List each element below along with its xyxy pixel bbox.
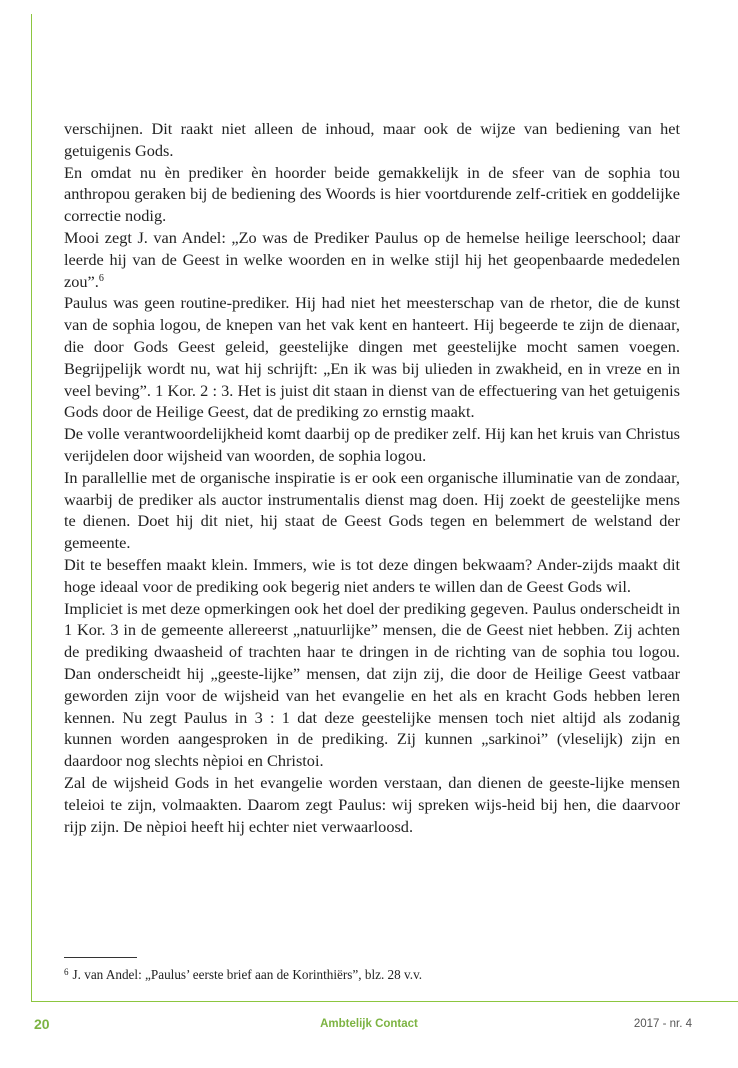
paragraph-1: verschijnen. Dit raakt niet alleen de inhoud, maar ook de wijze van bediening van het getuigenis Gods. xyxy=(64,119,680,160)
paragraph-4: Paulus was geen routine-prediker. Hij had niet het meesterschap van de rhetor, die de kunst van de sophia logou, de knepen van het vak kent en hanteert. Hij begeerde te zijn de dienaar, die door Gods Geest geleid, geestelijke dingen met geestelijke mocht samen voegen. Begrijpelijk wordt nu, wat hij schrijft: „En ik was bij ulieden in zwakheid, en in vreze en in veel beving”. 1 Kor. 2 : 3. Het is juist dit staan in dienst van de effectuering van het getuigenis Gods door de Heilige Geest, dat de prediking zo ernstig maakt. xyxy=(64,293,680,422)
page-number: 20 xyxy=(34,1016,50,1032)
paragraph-5: De volle verantwoordelijkheid komt daarbij op de prediker zelf. Hij kan het kruis van Christus verijdelen door wijsheid van woorden, de sophia logou. xyxy=(64,424,680,465)
article-body xyxy=(64,118,680,837)
paragraph-6: In parallellie met de organische inspiratie is er ook een organische illuminatie van de zondaar, waarbij de prediker als auctor instrumentalis dienst mag doen. Hij zoekt de geestelijke mens te dienen. Doet hij dit niet, hij staat de Geest Gods tegen en belemmert de welstand der gemeente. xyxy=(64,467,680,553)
paragraph-9: Zal de wijsheid Gods in het evangelie worden verstaan, dan dienen de geeste-lijke mensen teleioi te zijn, volmaakten. Daarom zegt Paulus: wij spreken wijs-heid bij hen, die daarvoor rijp zijn. De nèpioi heeft hij echter niet verwaarloosd. xyxy=(64,772,680,836)
green-footer-line xyxy=(31,1001,738,1002)
footnote-reference: 6 xyxy=(98,272,104,284)
footnote xyxy=(64,966,680,984)
magazine-title: Ambtelijk Contact xyxy=(320,1018,418,1030)
paragraph-2: En omdat nu èn prediker èn hoorder beide gemakkelijk in de sfeer van de sophia tou anthropou geraken bij de bediening des Woords is hier voortdurende zelf-critiek en goddelijke correctie nodig. xyxy=(64,162,680,226)
green-margin-line xyxy=(31,14,32,1001)
paragraph-7: Dit te beseffen maakt klein. Immers, wie is tot deze dingen bekwaam? Ander-zijds maakt dit hoge ideaal voor de prediking ook begerig niet anders te willen dan de Geest Gods wil. xyxy=(64,554,680,596)
paragraph-3 xyxy=(64,227,680,292)
paragraph-8: Impliciet is met deze opmerkingen ook het doel der prediking gegeven. Paulus onderscheidt in 1 Kor. 3 in de gemeente allereerst „natuurlijke” mensen, die de Geest niet hebben. Zij achten de prediking dwaasheid of trachten haar te dringen in de richting van de sophia tou logou. Dan onderscheidt hij „geeste-lijke” mensen, dat zijn zij, die door de Heilige Geest vatbaar geworden zijn voor de wijsheid van het evangelie en het als en kracht Gods hebben leren kennen. Nu zegt Paulus in 3 : 1 dat deze geestelijke mensen toch niet altijd als zodanig kunnen worden aangesproken in de prediking. Zij kunnen „sarkinoi” (vleselijk) zijn en daardoor nog slechts nèpioi en Christoi. xyxy=(64,598,680,771)
footnote-divider xyxy=(64,957,137,958)
paragraph-3-text: Mooi zegt J. van Andel: „Zo was de Prediker Paulus op de hemelse heilige leerschool; daar leerde hij van de Geest in welke woorden en in welke stijl hij het geopenbaarde mededelen zou”. xyxy=(64,227,680,291)
footnote-text: J. van Andel: „Paulus’ eerste brief aan de Korinthiërs”, blz. 28 v.v. xyxy=(72,967,423,982)
footnote-marker: 6 xyxy=(64,967,69,977)
issue-label: 2017 - nr. 4 xyxy=(633,1018,692,1030)
